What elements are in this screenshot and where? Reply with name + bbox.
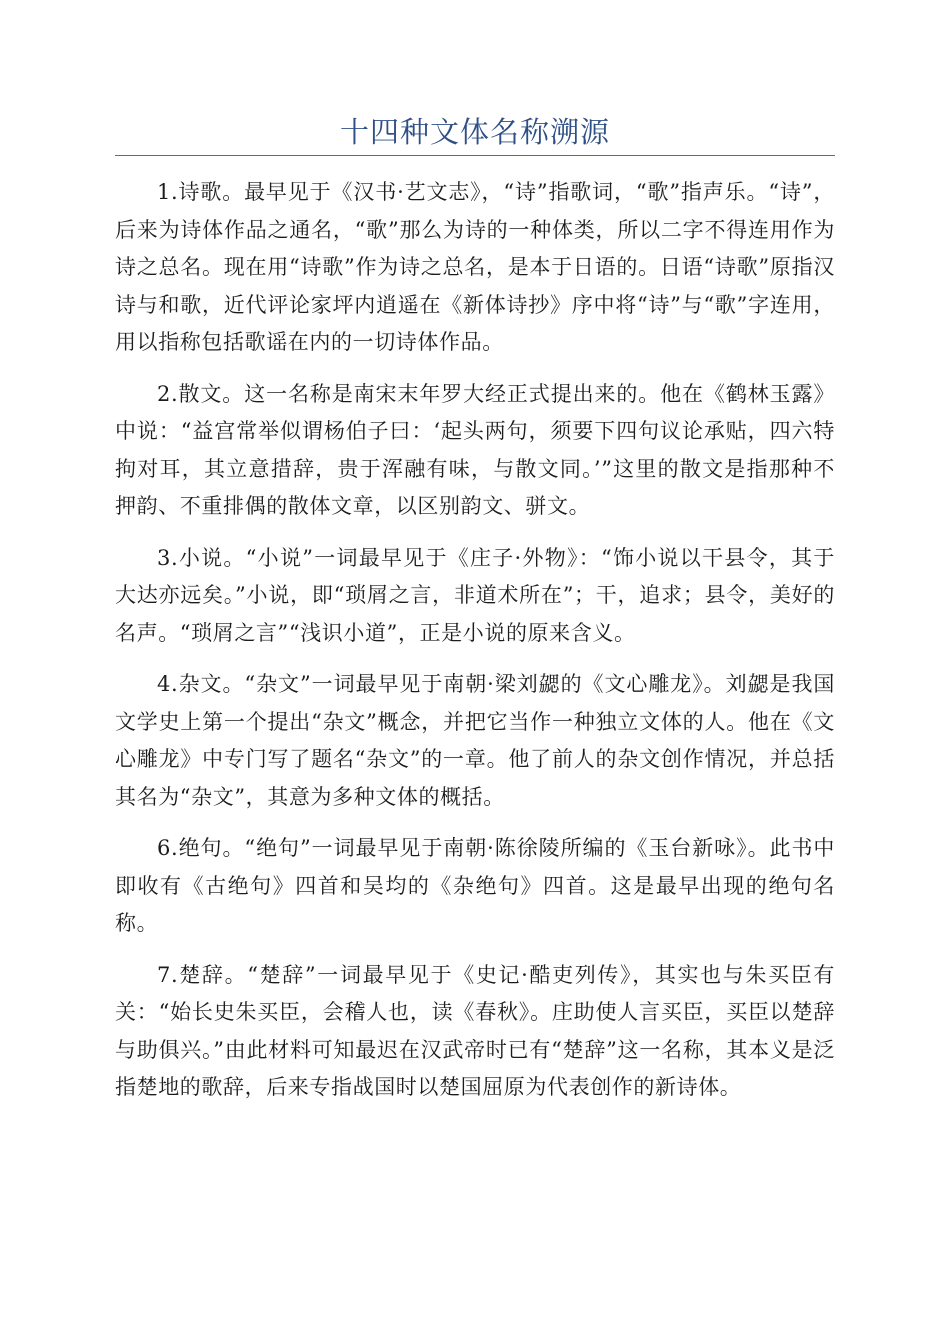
title-underline <box>115 155 835 156</box>
document-body <box>115 174 835 1121</box>
paragraph-chuci: 7.楚辞。“楚辞”一词最早见于《史记·酷吏列传》，其实也与朱买臣有关：“始长史朱买臣，会稽人也，读《春秋》。庄助使人言买臣，买臣以楚辞与助俱兴。”由此材料可知最迟在汉武帝时已有“楚辞”这一名称，其本义是泛指楚地的歌辞，后来专指战国时以楚国屈原为代表创作的新诗体。 <box>115 962 835 1099</box>
paragraph-quatrain: 6.绝句。“绝句”一词最早见于南朝·陈徐陵所编的《玉台新咏》。此书中即收有《古绝句》四首和吴均的《杂绝句》四首。这是最早出现的绝句名称。 <box>115 836 835 935</box>
page-title: 十四种文体名称溯源 <box>339 115 610 149</box>
paragraph-fiction: 3.小说。“小说”一词最早见于《庄子·外物》：“饰小说以干县令，其于大达亦远矣。”小说，即“琐屑之言，非道术所在”；干，追求；县令，美好的名声。“琐屑之言”“浅识小道”，正是小说的原来含义。 <box>115 545 835 645</box>
paragraph-poetry: 1.诗歌。最早见于《汉书·艺文志》，“诗”指歌词，“歌”指声乐。“诗”，后来为诗体作品之通名，“歌”那么为诗的一种体类，所以二字不得连用作为诗之总名。现在用“诗歌”作为诗之总名，是本于日语的。日语“诗歌”原指汉诗与和歌，近代评论家坪内逍遥在《新体诗抄》序中将“诗”与“歌”字连用，用以指称包括歌谣在内的一切诗体作品。 <box>115 180 835 354</box>
paragraph-essay: 4.杂文。“杂文”一词最早见于南朝·梁刘勰的《文心雕龙》。刘勰是我国文学史上第一个提出“杂文”概念，并把它当作一种独立文体的人。他在《文心雕龙》中专门写了题名“杂文”的一章。他了前人的杂文创作情况，并总括其名为“杂文”，其意为多种文体的概括。 <box>115 672 835 809</box>
paragraph-prose: 2.散文。这一名称是南宋末年罗大经正式提出来的。他在《鹤林玉露》中说：“益宫常举似谓杨伯子曰：‘起头两句，须要下四句议论承贴，四六特拘对耳，其立意措辞，贵于浑融有味，与散文同。’”这里的散文是指那种不押韵、不重排偶的散体文章，以区别韵文、骈文。 <box>115 381 835 518</box>
